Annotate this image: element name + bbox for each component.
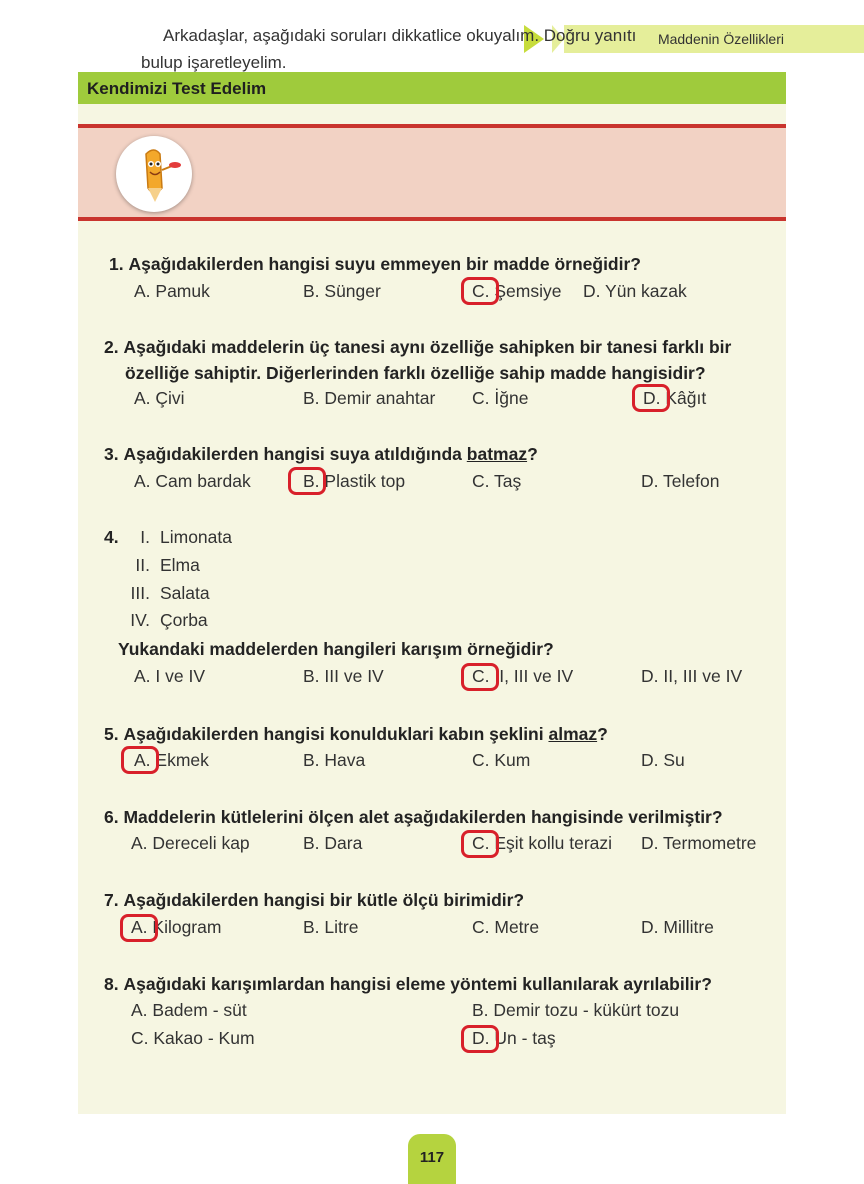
option-b[interactable]: B. Demir tozu - kükürt tozu (472, 1000, 680, 1020)
answer-mark (632, 384, 670, 412)
option-a[interactable]: A. Pamuk (134, 281, 210, 301)
option-d[interactable]: D. Termometre (641, 833, 757, 853)
option-a[interactable]: A. I ve IV (134, 666, 205, 686)
option-d[interactable]: D. Un - taş (472, 1028, 556, 1048)
question-5 (104, 721, 608, 747)
answer-mark (461, 277, 499, 305)
intro-box (78, 124, 786, 221)
option-d[interactable]: D. II, III ve IV (641, 666, 743, 686)
option-b[interactable]: B. Sünger (303, 281, 381, 301)
option-d[interactable]: D. Su (641, 750, 685, 770)
answer-mark (461, 663, 499, 691)
pencil-mascot-icon (116, 136, 192, 212)
roman-label: Elma (160, 555, 200, 575)
option-d[interactable]: D. Telefon (641, 471, 720, 491)
option-c[interactable]: C. Taş (472, 471, 522, 491)
option-b[interactable]: B. Dara (303, 833, 363, 853)
option-b[interactable]: B. Litre (303, 917, 359, 937)
option-a[interactable]: A. Dereceli kap (131, 833, 250, 853)
option-c[interactable]: C. Eşit kollu terazi (472, 833, 613, 853)
answer-mark (121, 746, 159, 774)
roman-numeral: IV. (130, 610, 150, 630)
option-a[interactable]: A. Badem - süt (131, 1000, 247, 1020)
option-d[interactable]: D. Kâğıt (643, 388, 707, 408)
question-4-number: 4. (104, 527, 119, 547)
question-8 (104, 971, 712, 997)
answer-mark (461, 830, 499, 858)
question-text: Yukandaki maddelerden hangileri karışım örneğidir? (118, 639, 554, 659)
roman-item (118, 583, 210, 604)
option-c[interactable]: C. Şemsiye (472, 281, 562, 301)
option-d[interactable]: D. Millitre (641, 917, 714, 937)
option-b[interactable]: B. Demir anahtar (303, 388, 436, 408)
question-suffix: ? (527, 444, 538, 464)
roman-numeral: I. (140, 527, 150, 547)
roman-item (118, 610, 208, 631)
option-a[interactable]: A. Çivi (134, 388, 185, 408)
question-7 (104, 887, 524, 913)
question-number: 1. (109, 254, 124, 274)
intro-text (141, 22, 701, 76)
question-6 (104, 804, 723, 830)
question-text: Aşağıdakilerden hangisi konulduklari kabın şeklini (123, 724, 549, 744)
question-text: Aşağıdakilerden hangisi suyu emmeyen bir madde örneğidir? (128, 254, 641, 274)
option-b[interactable]: B. Plastik top (303, 471, 406, 491)
question-emphasis: batmaz (466, 444, 528, 464)
question-1 (109, 251, 641, 277)
option-a[interactable]: A. Cam bardak (134, 471, 251, 491)
roman-numeral: III. (130, 583, 150, 603)
answer-mark (288, 467, 326, 495)
roman-item (118, 555, 200, 576)
question-2 (104, 334, 731, 386)
question-number: 2. (104, 337, 119, 357)
roman-label: Çorba (160, 610, 208, 630)
question-4 (118, 636, 554, 662)
question-number: 3. (104, 444, 119, 464)
intro-line-2: bulup işaretleyelim. (141, 53, 287, 72)
question-text: Aşağıdakilerden hangisi suya atıldığında (123, 444, 467, 464)
intro-line-1: Arkadaşlar, aşağıdaki soruları dikkatlice okuyalım. Doğru yanıtı (163, 26, 637, 45)
answer-mark (120, 914, 158, 942)
page-number-tab (408, 1134, 456, 1184)
roman-label: Salata (160, 583, 210, 603)
option-b[interactable]: B. Hava (303, 750, 366, 770)
option-c[interactable]: C. Kum (472, 750, 531, 770)
option-d[interactable]: D. Yün kazak (583, 281, 687, 301)
question-number: 5. (104, 724, 119, 744)
option-b[interactable]: B. III ve IV (303, 666, 384, 686)
question-number: 6. (104, 807, 119, 827)
section-header (78, 72, 786, 104)
option-a[interactable]: A. Kilogram (131, 917, 222, 937)
roman-item (118, 527, 232, 548)
question-number: 7. (104, 890, 119, 910)
option-c[interactable]: C. İğne (472, 388, 529, 408)
question-text: Aşağıdakilerden hangisi bir kütle ölçü birimidir? (123, 890, 525, 910)
option-c[interactable]: C. Metre (472, 917, 540, 937)
option-a[interactable]: A. Ekmek (134, 750, 209, 770)
roman-numeral: II. (135, 555, 150, 575)
question-text: Aşağıdaki karışımlardan hangisi eleme yöntemi kullanılarak ayrılabilir? (123, 974, 712, 994)
question-number: 8. (104, 974, 119, 994)
chapter-title: Maddenin Özellikleri (657, 31, 784, 47)
question-emphasis: almaz (548, 724, 598, 744)
question-text: Maddelerin kütlelerini ölçen alet aşağıdakilerden hangisinde verilmiştir? (123, 807, 723, 827)
mascot-avatar (116, 136, 192, 212)
option-c[interactable]: C. Kakao - Kum (131, 1028, 255, 1048)
roman-label: Limonata (160, 527, 232, 547)
answer-mark (461, 1025, 499, 1053)
page-number: 117 (419, 1149, 445, 1166)
option-c[interactable]: C. II, III ve IV (472, 666, 574, 686)
question-text-line-1: Aşağıdaki maddelerin üç tanesi aynı özelliğe sahipken bir tanesi farklı bir (123, 337, 732, 357)
section-title: Kendimizi Test Edelim (87, 79, 267, 98)
question-text-line-2: özelliğe sahiptir. Diğerlerinden farklı özelliğe sahip madde hangisidir? (125, 363, 706, 383)
question-3 (104, 441, 538, 467)
question-suffix: ? (597, 724, 608, 744)
